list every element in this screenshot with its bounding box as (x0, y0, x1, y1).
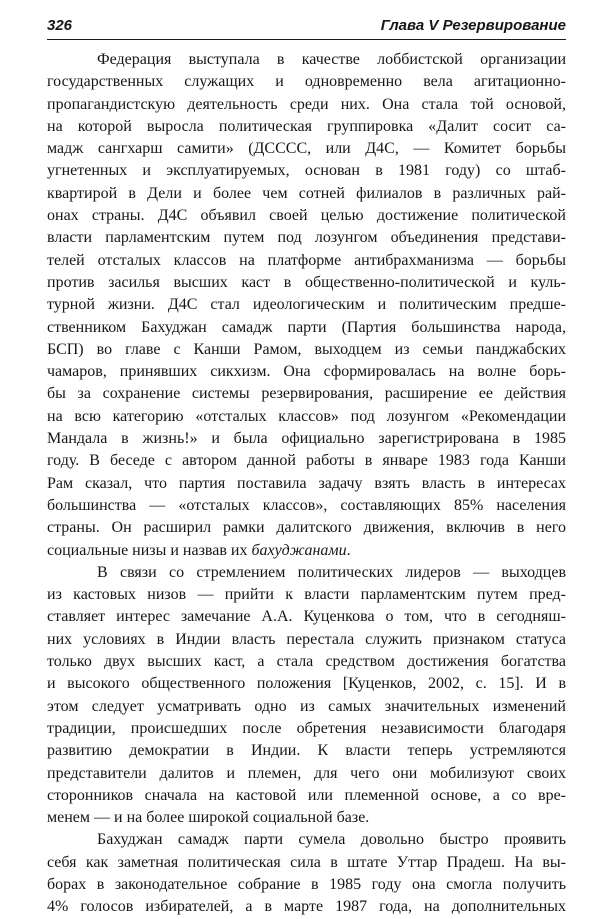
page-number: 326 (47, 17, 73, 34)
text-line: них условиях в Индии власть перестала служить признаком статуса (47, 630, 566, 648)
text-line: турной жизни. Д4С стал идеологическим и политическим предше- (47, 296, 566, 314)
header-rule (47, 39, 566, 40)
text-line: Бахуджан самадж парти сумела довольно быстро проявить (97, 831, 566, 849)
text-line: угнетенных и эксплуатируемых, основан в 1981 году) со штаб- (47, 162, 566, 180)
paragraph-3 (47, 829, 566, 918)
text-line: традиции, происшедших после обретения независимости благодаря (47, 719, 566, 737)
text-line: на всю категорию «отсталых классов» под лозунгом «Рекомендации (47, 407, 566, 425)
text-line: бы за сохранение системы резервирования, расширение ее действия (47, 385, 566, 403)
text-line: представители далитов и племен, для чего они мобилизуют своих (47, 764, 566, 782)
text-line: мадж сангхарш самити» (ДСССС, или Д4С, — Комитет борьбы (47, 140, 566, 158)
italic-term: бахуджанами (251, 541, 347, 559)
text-line: пропагандистскую деятельность среди них. Она стала той основой, (47, 95, 566, 113)
paragraph-1 (47, 49, 566, 562)
text-line: страны. Он расширил рамки далитского движения, включив в него (47, 519, 566, 537)
text-line: онах страны. Д4С объявил своей целью достижение политической (47, 207, 566, 225)
text-line: В связи со стремлением политических лидеров — выходцев (97, 563, 566, 581)
text-line: социальные низы и назвав их бахуджанами. (47, 541, 351, 559)
text-line: менем — и на более широкой социальной базе. (47, 809, 370, 827)
text-line: и высокого общественного положения [Куценков, 2002, с. 15]. И в (47, 675, 566, 693)
paragraph-2 (47, 562, 566, 830)
text-line: власти парламентским путем под лозунгом объединения представи- (47, 229, 566, 247)
text-line: из кастовых низов — прийти к власти парламентским путем пред- (47, 586, 566, 604)
running-header (47, 16, 566, 40)
text-line: большинства — «отсталых классов», составляющих 85% населения (47, 496, 566, 514)
chapter-title: Глава V Резервирование (380, 17, 566, 34)
text-line: ставляет интерес замечание А.А. Куценкова о том, что в сегодняш- (47, 608, 566, 626)
text-line: 4% голосов избирателей, а в марте 1987 года, на дополнительных (47, 898, 566, 916)
text-line: телей отсталых классов на платформе антибрахманизма — борьбы (47, 251, 566, 269)
text-line: БСП) во главе с Канши Рамом, выходцем из семьи панджабских (47, 340, 566, 358)
text-line: государственных служащих и одновременно вела агитационно- (47, 73, 566, 91)
text-line: Федерация выступала в качестве лоббистской организации (97, 51, 566, 68)
text-line: сторонников сначала на кастовой или племенной основе, а со вре- (47, 786, 566, 804)
text-line: этом следует усматривать одно из самых значительных изменений (47, 697, 566, 715)
body-text (47, 49, 566, 919)
text-line: на которой выросла политическая группировка «Далит сосит са- (47, 117, 566, 135)
text-line: только двух высших каст, а стала средством достижения богатства (47, 653, 566, 671)
text-line: Мандала в жизнь!» и была официально зарегистрирована в 1985 (47, 430, 566, 448)
text-line: развитию демократии в Индии. К власти теперь устремляются (47, 742, 566, 760)
text-line: борах в законодательное собрание в 1985 году она смогла получить (47, 875, 566, 893)
text-line: ственником Бахуджан самадж парти (Партия большинства народа, (47, 318, 566, 336)
text-line: себя как заметная политическая сила в штате Уттар Прадеш. На вы- (47, 853, 566, 871)
text-line: году. В беседе с автором данной работы в январе 1983 года Канши (47, 452, 566, 470)
text-line: чамаров, принявших сикхизм. Она сформировалась на волне борь- (47, 363, 566, 381)
text-line: Рам сказал, что партия поставила задачу взять власть в интересах (47, 474, 566, 492)
text-line: против засилья высших каст в общественно-политической и куль- (47, 273, 566, 291)
text-line: квартирой в Дели и более чем сотней филиалов в различных рай- (47, 184, 566, 202)
